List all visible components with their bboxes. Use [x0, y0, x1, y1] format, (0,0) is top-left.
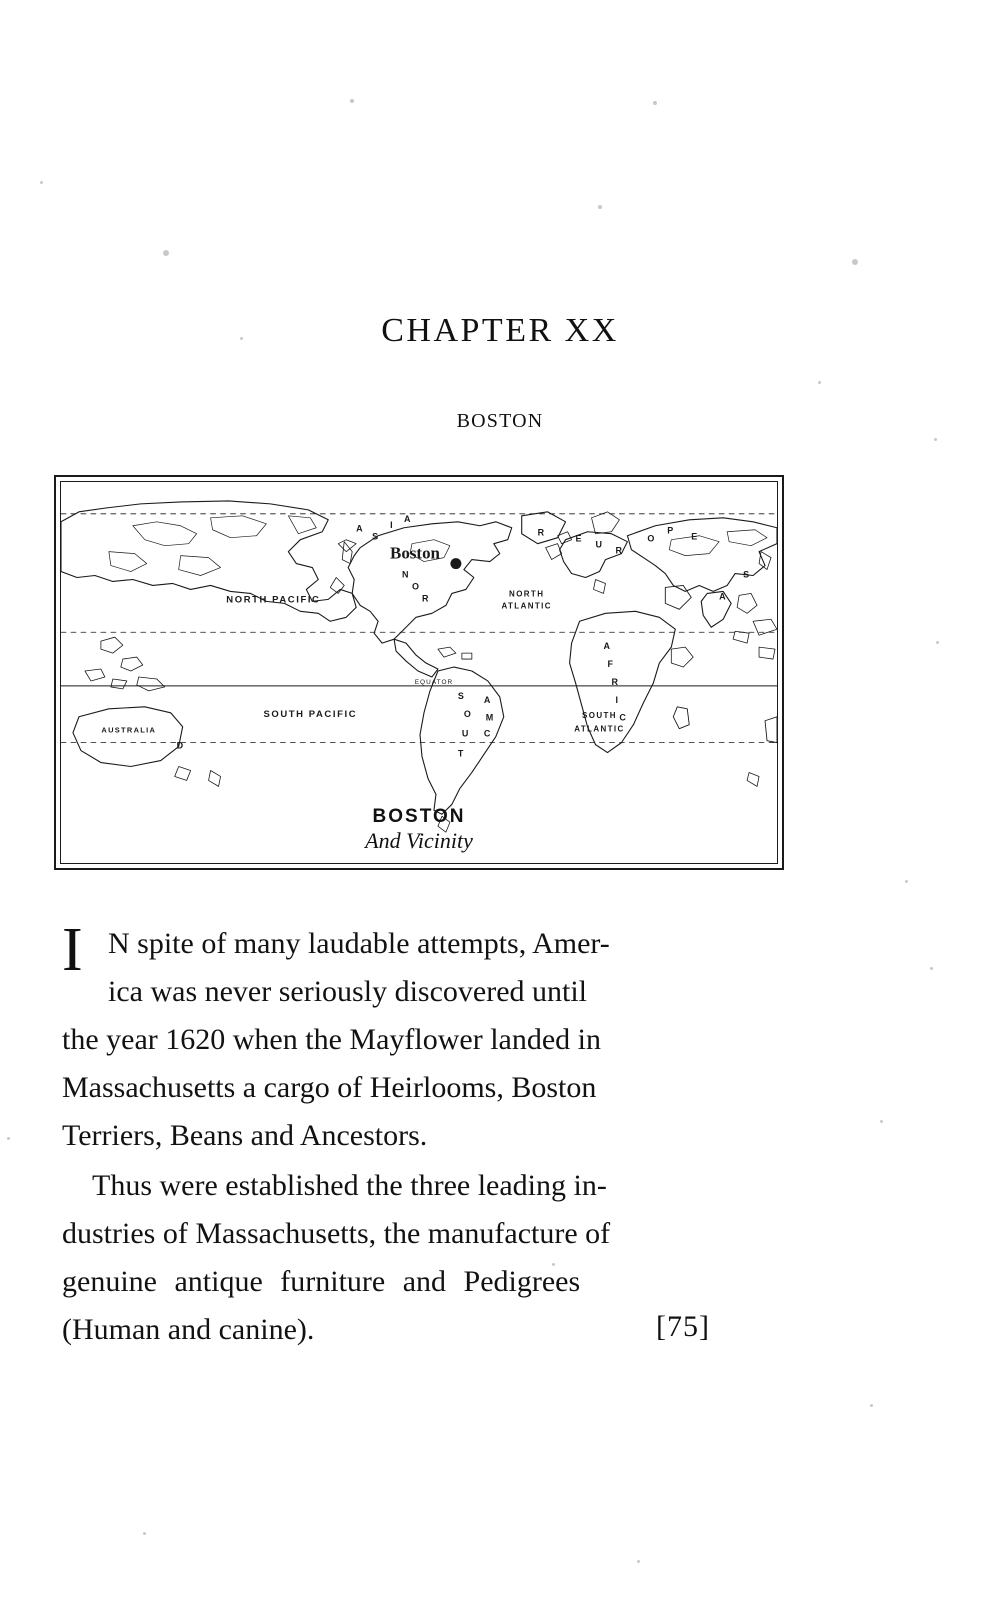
chapter-title: CHAPTER XX [381, 312, 619, 349]
body-text [62, 916, 784, 1354]
map-letter: E [575, 533, 582, 544]
paragraph-2-line: Thus were established the three leading in- [92, 1169, 607, 1202]
map-letter: S [457, 690, 464, 701]
map-letter: C [483, 728, 491, 739]
map-letter: T [457, 748, 464, 759]
ocean-label-north-atlantic: NORTH [509, 589, 545, 599]
ocean-label-south-pacific: SOUTH PACIFIC [263, 708, 358, 720]
map-letter: U [461, 728, 469, 739]
map-letter: I [390, 519, 393, 530]
ocean-label-north-pacific: NORTH PACIFIC [226, 594, 321, 606]
paragraph-2-line: genuine antique furniture and Pedigrees [62, 1265, 581, 1298]
figure-caption-title: BOSTON [372, 806, 466, 827]
page-number: [75] [656, 1310, 710, 1343]
paragraph-1-line: Terriers, Beans and Ancestors. [62, 1119, 428, 1152]
boston-marker-dot [450, 558, 461, 569]
paragraph-1-line: the year 1620 when the Mayflower landed in [62, 1023, 601, 1056]
ocean-label-south-atlantic: SOUTH [582, 710, 617, 720]
map-letter: N [402, 569, 409, 580]
paragraph-1-continued [62, 1016, 784, 1160]
map-letter: C [619, 712, 626, 723]
scan-speck [852, 259, 858, 265]
map-letter: U [595, 539, 602, 550]
map-letter: R [611, 676, 618, 687]
continent-label-australia: AUSTRALIA [101, 725, 157, 735]
paragraph-1-line: ica was never seriously discovered until [108, 975, 588, 1008]
map-letter: F [607, 659, 613, 670]
city-label-boston: Boston [390, 543, 440, 563]
scan-speck [880, 1120, 883, 1123]
paragraph-2-line: dustries of Massachusetts, the manufacture of [62, 1217, 611, 1250]
map-letter: A [719, 591, 726, 602]
map-letter: D [176, 740, 184, 751]
section-title: BOSTON [456, 410, 544, 432]
map-letter: A [603, 641, 610, 652]
scan-speck [40, 181, 43, 184]
scan-speck [163, 250, 169, 256]
map-letter: O [647, 533, 655, 544]
paragraph-1 [62, 916, 784, 1016]
map-letter: A [404, 513, 411, 524]
figure-caption-subtitle: And Vicinity [365, 828, 473, 853]
scan-speck [936, 641, 939, 644]
map-letter: R [421, 593, 429, 604]
equator-label: EQUATOR [414, 678, 454, 686]
drop-cap: I [62, 916, 83, 984]
ocean-label-south-atlantic-2: ATLANTIC [574, 724, 625, 734]
map-letter: O [463, 708, 471, 719]
scan-speck [870, 1404, 873, 1407]
scan-speck [143, 1532, 146, 1535]
map-letter: S [743, 569, 750, 580]
scan-speck [350, 99, 354, 103]
map-letter: A [483, 694, 491, 705]
paragraph-1-line: Massachusetts a cargo of Heirlooms, Boston [62, 1071, 597, 1104]
scan-speck [934, 438, 937, 441]
paragraph-2-line: (Human and canine). [62, 1313, 315, 1346]
ocean-label-north-atlantic-2: ATLANTIC [501, 601, 552, 611]
scan-speck [637, 1560, 640, 1563]
world-map-figure [54, 475, 784, 870]
map-letter: M [485, 712, 494, 723]
map-letter: S [372, 531, 379, 542]
map-letter: I [615, 694, 618, 705]
map-letter: O [412, 581, 419, 592]
paragraph-1-line: N spite of many laudable attempts, Amer- [108, 927, 610, 960]
map-letter: P [667, 525, 674, 536]
scan-speck [905, 880, 908, 883]
scan-speck [930, 967, 933, 970]
scan-speck [598, 205, 602, 209]
scan-speck [7, 1137, 10, 1140]
scan-speck [818, 381, 821, 384]
map-letter: E [691, 531, 698, 542]
map-letter: R [537, 527, 545, 538]
scan-speck [653, 101, 657, 105]
map-letter: R [615, 545, 622, 556]
map-letter: A [356, 523, 363, 534]
